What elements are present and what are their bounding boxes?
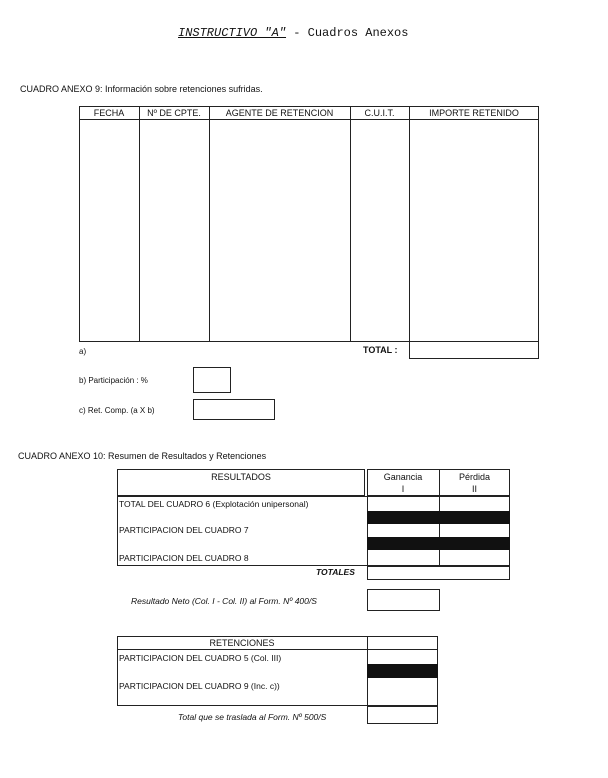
row-ret-cuadro-9: PARTICIPACION DEL CUADRO 9 (Inc. c)) [119, 681, 280, 691]
anexo9-heading: CUADRO ANEXO 9: Información sobre retenciones sufridas. [20, 84, 263, 94]
perdida-col: II [471, 484, 477, 494]
col-header-fecha: FECHA [93, 108, 125, 118]
retenciones-header-divider [117, 649, 438, 650]
blocked-cell [367, 511, 510, 524]
row-ret-cuadro-5: PARTICIPACION DEL CUADRO 5 (Col. III) [119, 653, 282, 663]
participacion-label: b) Participación : % [79, 376, 148, 385]
anexo9-col-divider [209, 106, 210, 342]
anexo9-table [79, 106, 539, 342]
retenciones-header: RETENCIONES [209, 638, 275, 648]
total-traslada-field[interactable] [367, 706, 438, 724]
total-traslada-label: Total que se traslada al Form. Nº 500/S [178, 712, 327, 722]
resultado-neto-label: Resultado Neto (Col. I - Col. II) al Form. Nº 400/S [131, 596, 317, 606]
row-total-cuadro-6: TOTAL DEL CUADRO 6 (Explotación unipersonal) [119, 499, 309, 509]
col-header-cpte: Nº DE CPTE. [147, 108, 201, 118]
total-importe-field[interactable] [409, 341, 539, 359]
anexo10-heading: CUADRO ANEXO 10: Resumen de Resultados y Retenciones [18, 451, 267, 461]
ret-comp-label: c) Ret. Comp. (a X b) [79, 406, 155, 415]
ganancia-header: Ganancia [383, 472, 423, 482]
col-header-importe: IMPORTE RETENIDO [429, 108, 519, 118]
row-participacion-cuadro-7: PARTICIPACION DEL CUADRO 7 [119, 525, 249, 535]
anexo9-col-divider [139, 106, 140, 342]
row-participacion-cuadro-8: PARTICIPACION DEL CUADRO 8 [119, 553, 249, 563]
ganancia-col: I [401, 484, 405, 494]
anexo9-col-divider [350, 106, 351, 342]
totales-label: TOTALES [316, 567, 355, 577]
col-header-agente: AGENTE DE RETENCION [225, 108, 334, 118]
ret-comp-field[interactable] [193, 399, 275, 420]
totales-field[interactable] [367, 566, 510, 580]
participacion-field[interactable] [193, 367, 231, 393]
perdida-header: Pérdida [458, 472, 491, 482]
blocked-cell [367, 537, 510, 550]
row-a-label: a) [79, 347, 87, 356]
total-label: TOTAL : [363, 345, 398, 355]
anexo9-header-divider [79, 119, 539, 120]
blocked-cell [367, 664, 438, 678]
col-header-cuit: C.U.I.T. [364, 108, 395, 118]
page-title: INSTRUCTIVO "A" - Cuadros Anexos [178, 26, 409, 40]
resultados-header: RESULTADOS [211, 472, 271, 482]
resultado-neto-field[interactable] [367, 589, 440, 611]
anexo9-col-divider [409, 106, 410, 359]
